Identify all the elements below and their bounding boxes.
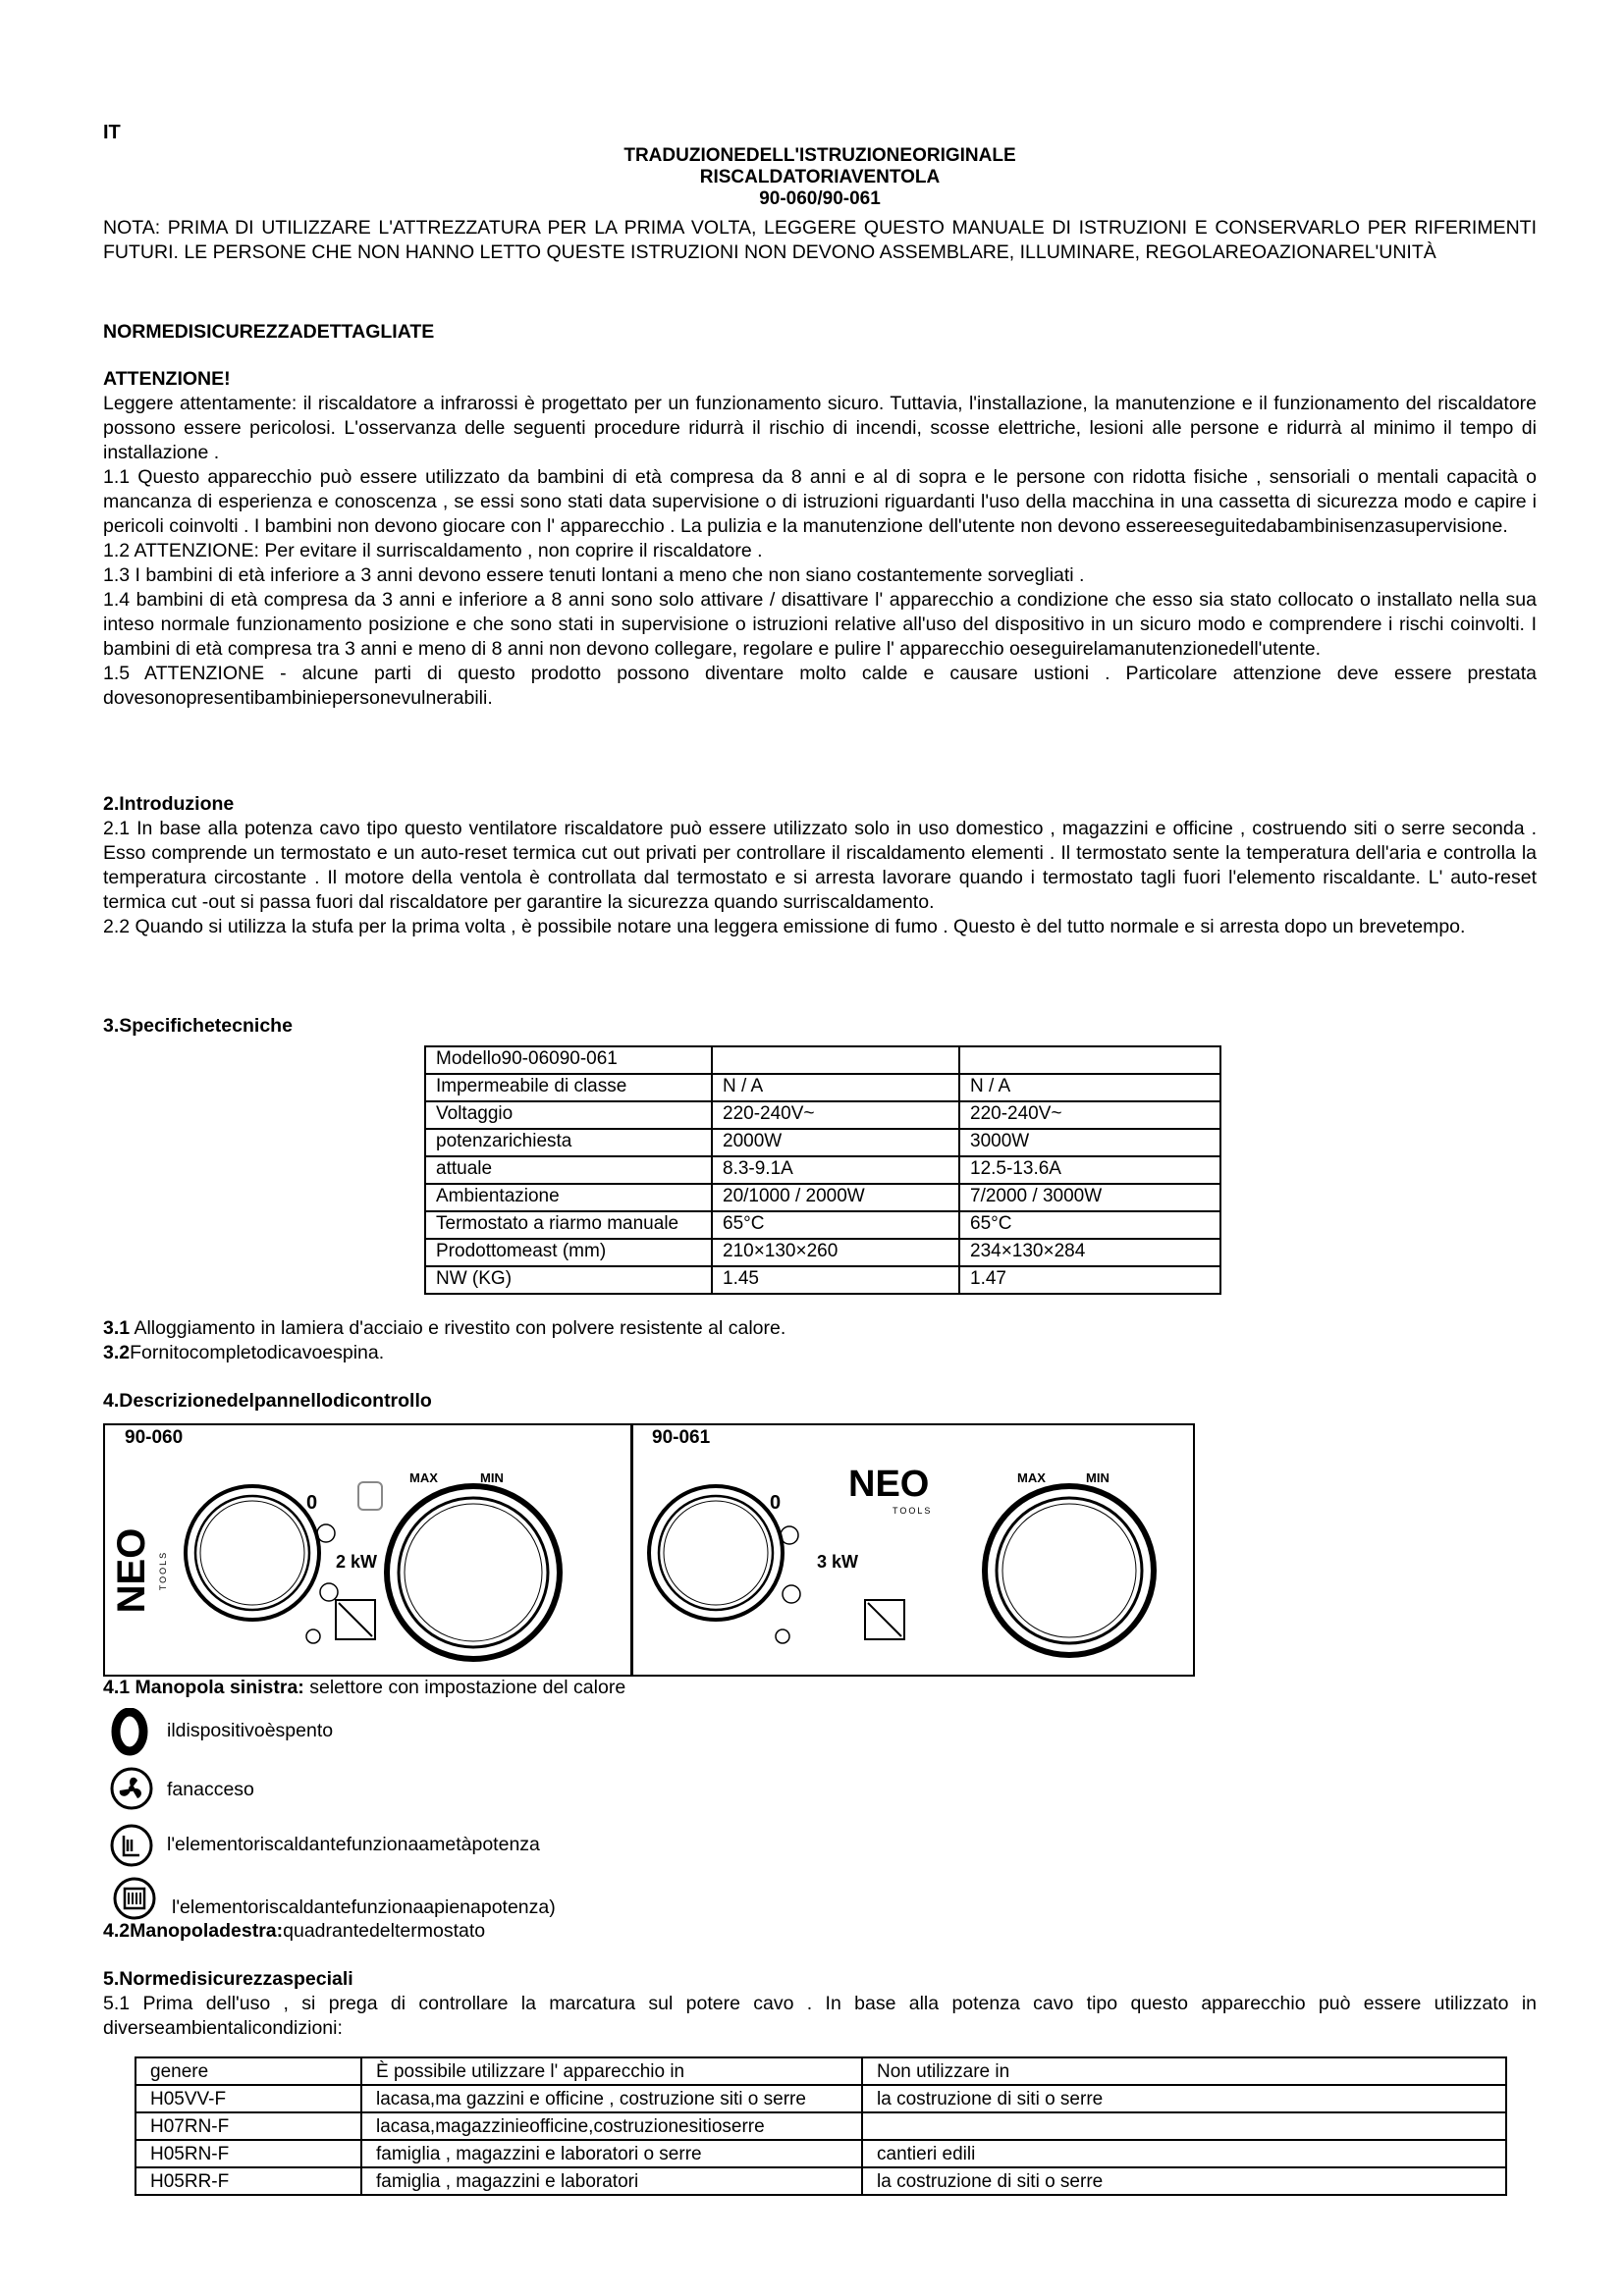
safety-paragraph-1-4: 1.4 bambini di età compresa da 3 anni e inferiore a 8 anni sono solo attivare / disattivare l' apparecchio a condizione che esso sia stato collocato o installato nella sua inteso normale funzionamento posizione e che sono stati in supervisione o istruzioni relative all'uso del dispositivo in un sicuro modo e comprendere i rischi coinvolti. I bambini di età compresa tra 3 anni e meno di 8 anni non devono collegare, regolare e pulire l' apparecchio oeseguirelamanutenzionedell'utente. [103, 589, 1537, 660]
spec-row [425, 1184, 1220, 1211]
spec-cell: Ambientazione [425, 1184, 712, 1211]
cable-cell: la costruzione di siti o serre [862, 2167, 1506, 2195]
cable-table [135, 2056, 1507, 2196]
fan-icon [108, 1767, 157, 1816]
cable-cell: Non utilizzare in [862, 2057, 1506, 2085]
special-paragraph: 5.1 Prima dell'uso , si prega di controllare la marcatura sul potere cavo . In base alla potenza cavo tipo questo apparecchio può essere utilizzato in diverseambientalicondizioni: [103, 1993, 1537, 2039]
safety-paragraph-intro: Leggere attentamente: il riscaldatore a infrarossi è progettato per un funzionamento sicuro. Tuttavia, l'installazione, la manutenzione e il funzionamento del riscaldatore possono essere pericolosi. L'osservanza delle seguenti procedure ridurrà il rischio di incendi, scosse elettriche, lesioni alle persone e ridurrà al minimo il tempo di installazione . [103, 393, 1537, 463]
control-panel-90-061 [630, 1423, 1195, 1677]
icon-row-fan-text: fanacceso [167, 1779, 254, 1800]
title-line-1: TRADUZIONEDELL'ISTRUZIONEORIGINALE [623, 145, 1016, 166]
note-paragraph: NOTA: PRIMA DI UTILIZZARE L'ATTREZZATURA PER LA PRIMA VOLTA, LEGGERE QUESTO MANUALE DI ISTRUZIONI E CONSERVARLO PER RIFERIMENTI FUTURI. LE PERSONE CHE NON HANNO LETTO QUESTE ISTRUZIONI NON DEVONO ASSEMBLARE, ILLUMINARE, REGOLAREOAZIONAREL'UNITÀ [103, 217, 1537, 263]
icon-row-half-text: l'elementoriscaldantefunzionaametàpotenza [167, 1834, 540, 1855]
icon-row-off [103, 1708, 790, 1753]
cable-cell: famiglia , magazzini e laboratori [361, 2167, 862, 2195]
zero-icon [108, 1708, 157, 1757]
panel-heading: 4.Descrizionedelpannellodicontrollo [103, 1390, 432, 1412]
knob-left-description [103, 1676, 1537, 1700]
spec-cell: Voltaggio [425, 1101, 712, 1129]
spec-row [425, 1156, 1220, 1184]
cable-cell: la costruzione di siti o serre [862, 2085, 1506, 2112]
brand-logo: NEO [848, 1464, 930, 1505]
cable-header-row [135, 2057, 1506, 2085]
spec-cell: 65°C [959, 1211, 1220, 1239]
half-heat-icon [320, 1583, 338, 1601]
cable-row [135, 2167, 1506, 2195]
intro-heading: 2.Introduzione [103, 793, 235, 815]
special-heading: 5.Normedisicurezzaspeciali [103, 1968, 353, 1990]
cable-cell: lacasa,magazzinieofficine,costruzionesitioserre [361, 2112, 862, 2140]
cable-cell: cantieri edili [862, 2140, 1506, 2167]
spec-cell: 12.5-13.6A [959, 1156, 1220, 1184]
spec-cell: attuale [425, 1156, 712, 1184]
spec-row [425, 1211, 1220, 1239]
control-panel-90-060 [103, 1423, 633, 1677]
zero-label: 0 [770, 1492, 782, 1514]
spec-row [425, 1129, 1220, 1156]
cable-row [135, 2112, 1506, 2140]
spec-row [425, 1046, 1220, 1074]
spec-cell: Prodottomeast (mm) [425, 1239, 712, 1266]
spec-cell: 2000W [712, 1129, 959, 1156]
spec-cell: 65°C [712, 1211, 959, 1239]
spec-cell: potenzarichiesta [425, 1129, 712, 1156]
cable-cell: lacasa,ma gazzini e officine , costruzione siti o serre [361, 2085, 862, 2112]
zero-label: 0 [306, 1492, 318, 1514]
spec-cell: 220-240V~ [959, 1101, 1220, 1129]
spec-cell: 234×130×284 [959, 1239, 1220, 1266]
spec-cell: Termostato a riarmo manuale [425, 1211, 712, 1239]
safety-section [103, 392, 1537, 711]
safety-paragraph-1-1: 1.1 Questo apparecchio può essere utilizzato da bambini di età compresa da 8 anni e al di sopra e le persone con ridotta fisiche , sensoriali o mentali capacità o mancanza di esperienza e conoscenza , se essi sono stati data supervisione o di istruzioni riguardanti l'uso della macchina in una cassetta di sicurezza modo e capire i pericoli coinvolti . I bambini non devono giocare con l' apparecchio . La pulizia e la manutenzione dell'utente non devono essereeseguitedabambinisenzasupervisione. [103, 466, 1537, 537]
full-heat-icon [111, 1875, 160, 1924]
icon-row-half [103, 1822, 790, 1867]
knob-right-description [103, 1919, 1537, 1944]
safety-heading: NORMEDISICUREZZADETTAGLIATE [103, 321, 435, 343]
power-label: 2 kW [336, 1552, 378, 1572]
intro-paragraph-2-1: 2.1 In base alla potenza cavo tipo questo ventilatore riscaldatore può essere utilizzato solo in uso domestico , magazzini e officine , costruendo siti o serre seconda . Esso comprende un termostato e un auto-reset termica cut out privati per controllare il riscaldamento elementi . Il termostato sente la temperatura dell'aria e controlla la temperatura circostante . Il motore della ventola è controllata dal termostato e si arresta lavorare quando i termostato tagli fuori l'elemento riscaldante. L' auto-reset termica cut -out si passa fuori dal riscaldatore per garantire la sicurezza quando surriscaldamento. [103, 818, 1537, 913]
spec-cell: Impermeabile di classe [425, 1074, 712, 1101]
safety-paragraph-1-5: 1.5 ATTENZIONE - alcune parti di questo prodotto possono diventare molto calde e causare ustioni . Particolare attenzione deve essere prestata dovesonopresentibambiniepersonevulnerabili. [103, 663, 1537, 709]
cable-cell: H05RN-F [135, 2140, 361, 2167]
left-knob-icon [649, 1486, 783, 1620]
spec-cell: 1.47 [959, 1266, 1220, 1294]
panel-label-90-060: 90-060 [125, 1427, 184, 1448]
min-label: MIN [1086, 1470, 1110, 1485]
icon-row-fan [103, 1767, 790, 1812]
attention-heading: ATTENZIONE! [103, 368, 231, 390]
safety-paragraph-1-2: 1.2 ATTENZIONE: Per evitare il surriscaldamento , non coprire il riscaldatore . [103, 540, 763, 561]
spec-note-1-text: Alloggiamento in lamiera d'acciaio e rivestito con polvere resistente al calore. [130, 1317, 786, 1339]
spec-cell [712, 1046, 959, 1074]
spec-note-2 [103, 1341, 1537, 1365]
knob-right-title: 4.2Manopoladestra: [103, 1920, 284, 1942]
half-heat-icon [783, 1585, 800, 1603]
title-line-3: 90-060/90-061 [759, 188, 881, 209]
spec-cell: 3000W [959, 1129, 1220, 1156]
icon-row-full [103, 1875, 790, 1920]
brand-sub: TOOLS [158, 1550, 168, 1591]
full-heat-icon [776, 1629, 789, 1643]
spec-row [425, 1101, 1220, 1129]
spec-cell: 7/2000 / 3000W [959, 1184, 1220, 1211]
panel-90-060-drawing [105, 1425, 631, 1675]
spec-row [425, 1074, 1220, 1101]
left-knob-icon [186, 1486, 319, 1620]
indicator-light-icon [358, 1482, 382, 1510]
spec-note-2-text: Fornitocompletodicavoespina. [130, 1342, 385, 1363]
cable-cell [862, 2112, 1506, 2140]
spec-cell: N / A [712, 1074, 959, 1101]
fan-icon [317, 1524, 335, 1542]
cable-cell: H07RN-F [135, 2112, 361, 2140]
full-heat-icon [306, 1629, 320, 1643]
icon-row-full-text: l'elementoriscaldantefunzionaapienapotenza) [172, 1896, 556, 1918]
fan-icon [781, 1526, 798, 1544]
power-label: 3 kW [817, 1552, 859, 1572]
spec-note-1 [103, 1316, 1537, 1341]
cable-cell: genere [135, 2057, 361, 2085]
cable-cell: È possibile utilizzare l' apparecchio in [361, 2057, 862, 2085]
cable-cell: H05RR-F [135, 2167, 361, 2195]
spec-heading: 3.Specifichetecniche [103, 1015, 293, 1037]
knob-right-text: quadrantedeltermostato [283, 1920, 486, 1942]
safety-paragraph-1-3: 1.3 I bambini di età inferiore a 3 anni devono essere tenuti lontani a meno che non siano costantemente sorvegliati . [103, 564, 1085, 586]
spec-cell: N / A [959, 1074, 1220, 1101]
right-knob-icon [985, 1486, 1154, 1655]
spec-note-2-number: 3.2 [103, 1342, 131, 1363]
document-title [103, 145, 1537, 210]
spec-cell [959, 1046, 1220, 1074]
cable-cell: famiglia , magazzini e laboratori o serre [361, 2140, 862, 2167]
spec-cell: NW (KG) [425, 1266, 712, 1294]
spec-cell: 1.45 [712, 1266, 959, 1294]
title-line-2: RISCALDATORIAVENTOLA [699, 167, 941, 187]
spec-cell: Modello90-06090-061 [425, 1046, 712, 1074]
spec-cell: 20/1000 / 2000W [712, 1184, 959, 1211]
spec-row [425, 1239, 1220, 1266]
max-label: MAX [1017, 1470, 1046, 1485]
intro-paragraph-2-2: 2.2 Quando si utilizza la stufa per la prima volta , è possibile notare una leggera emissione di fumo . Questo è del tutto normale e si arresta dopo un brevetempo. [103, 916, 1466, 937]
spec-cell: 220-240V~ [712, 1101, 959, 1129]
knob-left-text: selettore con impostazione del calore [303, 1677, 626, 1698]
language-code: IT [103, 122, 121, 143]
spec-note-1-number: 3.1 [103, 1317, 131, 1339]
cable-row [135, 2085, 1506, 2112]
panel-90-061-drawing [632, 1425, 1193, 1675]
cable-cell: H05VV-F [135, 2085, 361, 2112]
knob-left-title: 4.1 Manopola sinistra: [103, 1677, 304, 1698]
max-label: MAX [409, 1470, 438, 1485]
icon-row-off-text: ildispositivoèspento [167, 1720, 334, 1741]
brand-logo: NEO [110, 1527, 153, 1614]
spec-cell: 8.3-9.1A [712, 1156, 959, 1184]
right-knob-icon [387, 1486, 560, 1659]
panel-label-90-061: 90-061 [652, 1427, 711, 1448]
spec-cell: 210×130×260 [712, 1239, 959, 1266]
spec-row [425, 1266, 1220, 1294]
brand-sub: TOOLS [893, 1506, 933, 1516]
half-heat-icon [108, 1822, 157, 1871]
spec-table [424, 1045, 1221, 1295]
intro-section [103, 817, 1537, 939]
cable-row [135, 2140, 1506, 2167]
min-label: MIN [480, 1470, 504, 1485]
